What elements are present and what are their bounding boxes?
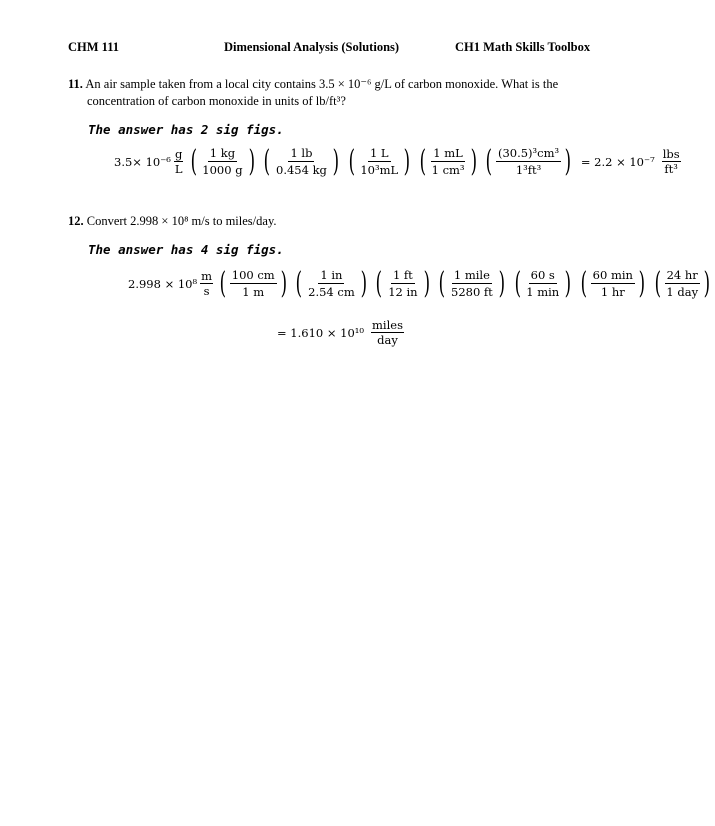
right-paren: )	[498, 265, 505, 301]
equation-12-lead-unit-num: m	[201, 269, 213, 283]
equation-12	[128, 265, 715, 301]
equation-11-factor-denominator: 1000 g	[202, 163, 243, 177]
equation-11-factor	[261, 143, 341, 179]
equation-11-result-unit-den: ft³	[664, 162, 678, 176]
equation-12-factor-denominator: 1 hr	[600, 285, 625, 299]
equation-12-factor-numerator: 24 hr	[666, 268, 698, 282]
equation-12-factors	[215, 265, 715, 301]
left-paren: (	[376, 265, 383, 301]
left-paren: (	[190, 143, 197, 179]
left-paren: (	[438, 265, 446, 301]
equation-12-factor-numerator: 100 cm	[231, 268, 275, 282]
equation-12-factor-fraction	[306, 268, 357, 299]
right-paren: )	[280, 265, 287, 301]
question-12-number: 12.	[68, 214, 84, 228]
right-paren: )	[423, 265, 430, 301]
header-course: CHM 111	[68, 40, 120, 54]
left-paren: (	[514, 265, 521, 301]
equation-11-factor	[483, 143, 574, 179]
equation-11-result: = 2.2 × 10⁻⁷	[580, 154, 655, 169]
equation-12-factor-numerator: 1 ft	[392, 268, 413, 282]
equation-11-factor-numerator: 1 mL	[433, 146, 463, 160]
equation-11-factor	[188, 143, 258, 179]
equation-11-factor-numerator: 1 L	[369, 146, 389, 160]
equation-11-lead-unit	[174, 147, 184, 176]
equation-11-factor-fraction	[200, 146, 244, 177]
question-12	[68, 213, 277, 230]
equation-12-factor	[217, 265, 289, 301]
right-paren: )	[564, 265, 572, 301]
equation-11-factor-numerator: 1 kg	[209, 146, 236, 160]
left-paren: (	[419, 143, 426, 179]
right-paren: )	[470, 143, 477, 179]
equation-11-factor-numerator: 1 lb	[290, 146, 313, 160]
equation-11-factor-fraction	[274, 146, 329, 177]
answer-note-12: The answer has 4 sig figs.	[88, 242, 284, 257]
equation-12-factor	[373, 265, 432, 301]
equation-12-result-unit	[371, 318, 404, 347]
left-paren: (	[296, 265, 303, 301]
equation-11-factor-denominator: 10³mL	[360, 163, 399, 177]
equation-11-lead: 3.5× 10⁻⁶	[114, 154, 171, 169]
equation-12-factor	[293, 265, 369, 301]
equation-12-factor-denominator: 5280 ft	[451, 285, 493, 299]
right-paren: )	[248, 143, 255, 179]
equation-12-factor	[512, 265, 574, 301]
right-paren: )	[703, 265, 711, 301]
equation-12-factor-denominator: 12 in	[388, 285, 418, 299]
question-11-number: 11.	[68, 77, 83, 91]
equation-11-factor-denominator: 1³ft³	[515, 163, 542, 177]
equation-12-factor	[578, 265, 648, 301]
right-paren: )	[638, 265, 646, 301]
equation-12-factor-numerator: 60 min	[592, 268, 633, 282]
question-12-text: Convert 2.998 × 10⁸ m/s to miles/day.	[86, 214, 277, 228]
equation-12-factor-denominator: 1 min	[526, 285, 560, 299]
right-paren: )	[360, 265, 367, 301]
equation-11-factors	[186, 143, 576, 179]
equation-11-factor-denominator: 0.454 kg	[276, 163, 327, 177]
equation-12-factor-fraction	[386, 268, 419, 299]
equation-12-factor-denominator: 2.54 cm	[308, 285, 355, 299]
equation-11-factor-denominator: 1 cm³	[431, 163, 465, 177]
equation-12-result-unit-den: day	[377, 333, 398, 347]
equation-12-factor-fraction	[449, 268, 495, 299]
header-section: CH1 Math Skills Toolbox	[455, 40, 591, 54]
equation-12-result: = 1.610 × 10¹⁰	[277, 325, 365, 340]
left-paren: (	[263, 143, 271, 179]
equation-12-factor	[652, 265, 713, 301]
equation-12-lead-unit-den: s	[203, 284, 210, 298]
answer-note-11: The answer has 2 sig figs.	[88, 122, 284, 137]
question-11-text-line2: concentration of carbon monoxide in units of lb/ft³?	[87, 94, 346, 108]
equation-12-factor	[436, 265, 507, 301]
equation-12-result-line	[272, 318, 406, 347]
equation-11-lead-unit-num: g	[175, 147, 183, 161]
equation-11-factor-fraction	[496, 146, 561, 177]
left-paren: (	[219, 265, 227, 301]
equation-11-result-unit-num: lbs	[662, 147, 680, 161]
equation-11-factor	[346, 143, 413, 179]
equation-11	[114, 143, 683, 179]
equation-12-factor-fraction	[230, 268, 277, 299]
question-11-text-line1: An air sample taken from a local city contains 3.5 × 10⁻⁶ g/L of carbon monoxide. What is the	[85, 77, 559, 91]
right-paren: )	[332, 143, 340, 179]
right-paren: )	[564, 143, 572, 179]
left-paren: (	[348, 143, 355, 179]
right-paren: )	[403, 143, 411, 179]
equation-11-factor-fraction	[358, 146, 400, 177]
equation-12-factor-denominator: 1 day	[666, 285, 699, 299]
equation-11-lead-unit-den: L	[174, 162, 183, 176]
equation-12-factor-numerator: 1 in	[320, 268, 343, 282]
left-paren: (	[580, 265, 588, 301]
equation-11-factor-numerator: (30.5)³cm³	[497, 146, 560, 160]
equation-12-factor-numerator: 60 s	[530, 268, 555, 282]
equation-11-factor-fraction	[430, 146, 467, 177]
question-11	[68, 76, 558, 93]
left-paren: (	[654, 265, 661, 301]
equation-12-factor-denominator: 1 m	[242, 285, 265, 299]
equation-12-lead-unit	[200, 269, 213, 298]
equation-12-factor-fraction	[664, 268, 700, 299]
equation-12-lead: 2.998 × 10⁸	[128, 276, 198, 291]
equation-12-factor-fraction	[524, 268, 561, 299]
equation-12-factor-numerator: 1 mile	[453, 268, 490, 282]
header-title: Dimensional Analysis (Solutions)	[224, 40, 400, 54]
equation-12-factor-fraction	[591, 268, 635, 299]
equation-11-factor	[417, 143, 479, 179]
equation-12-result-unit-num: miles	[372, 318, 403, 332]
left-paren: (	[485, 143, 493, 179]
equation-11-result-unit	[662, 147, 681, 176]
